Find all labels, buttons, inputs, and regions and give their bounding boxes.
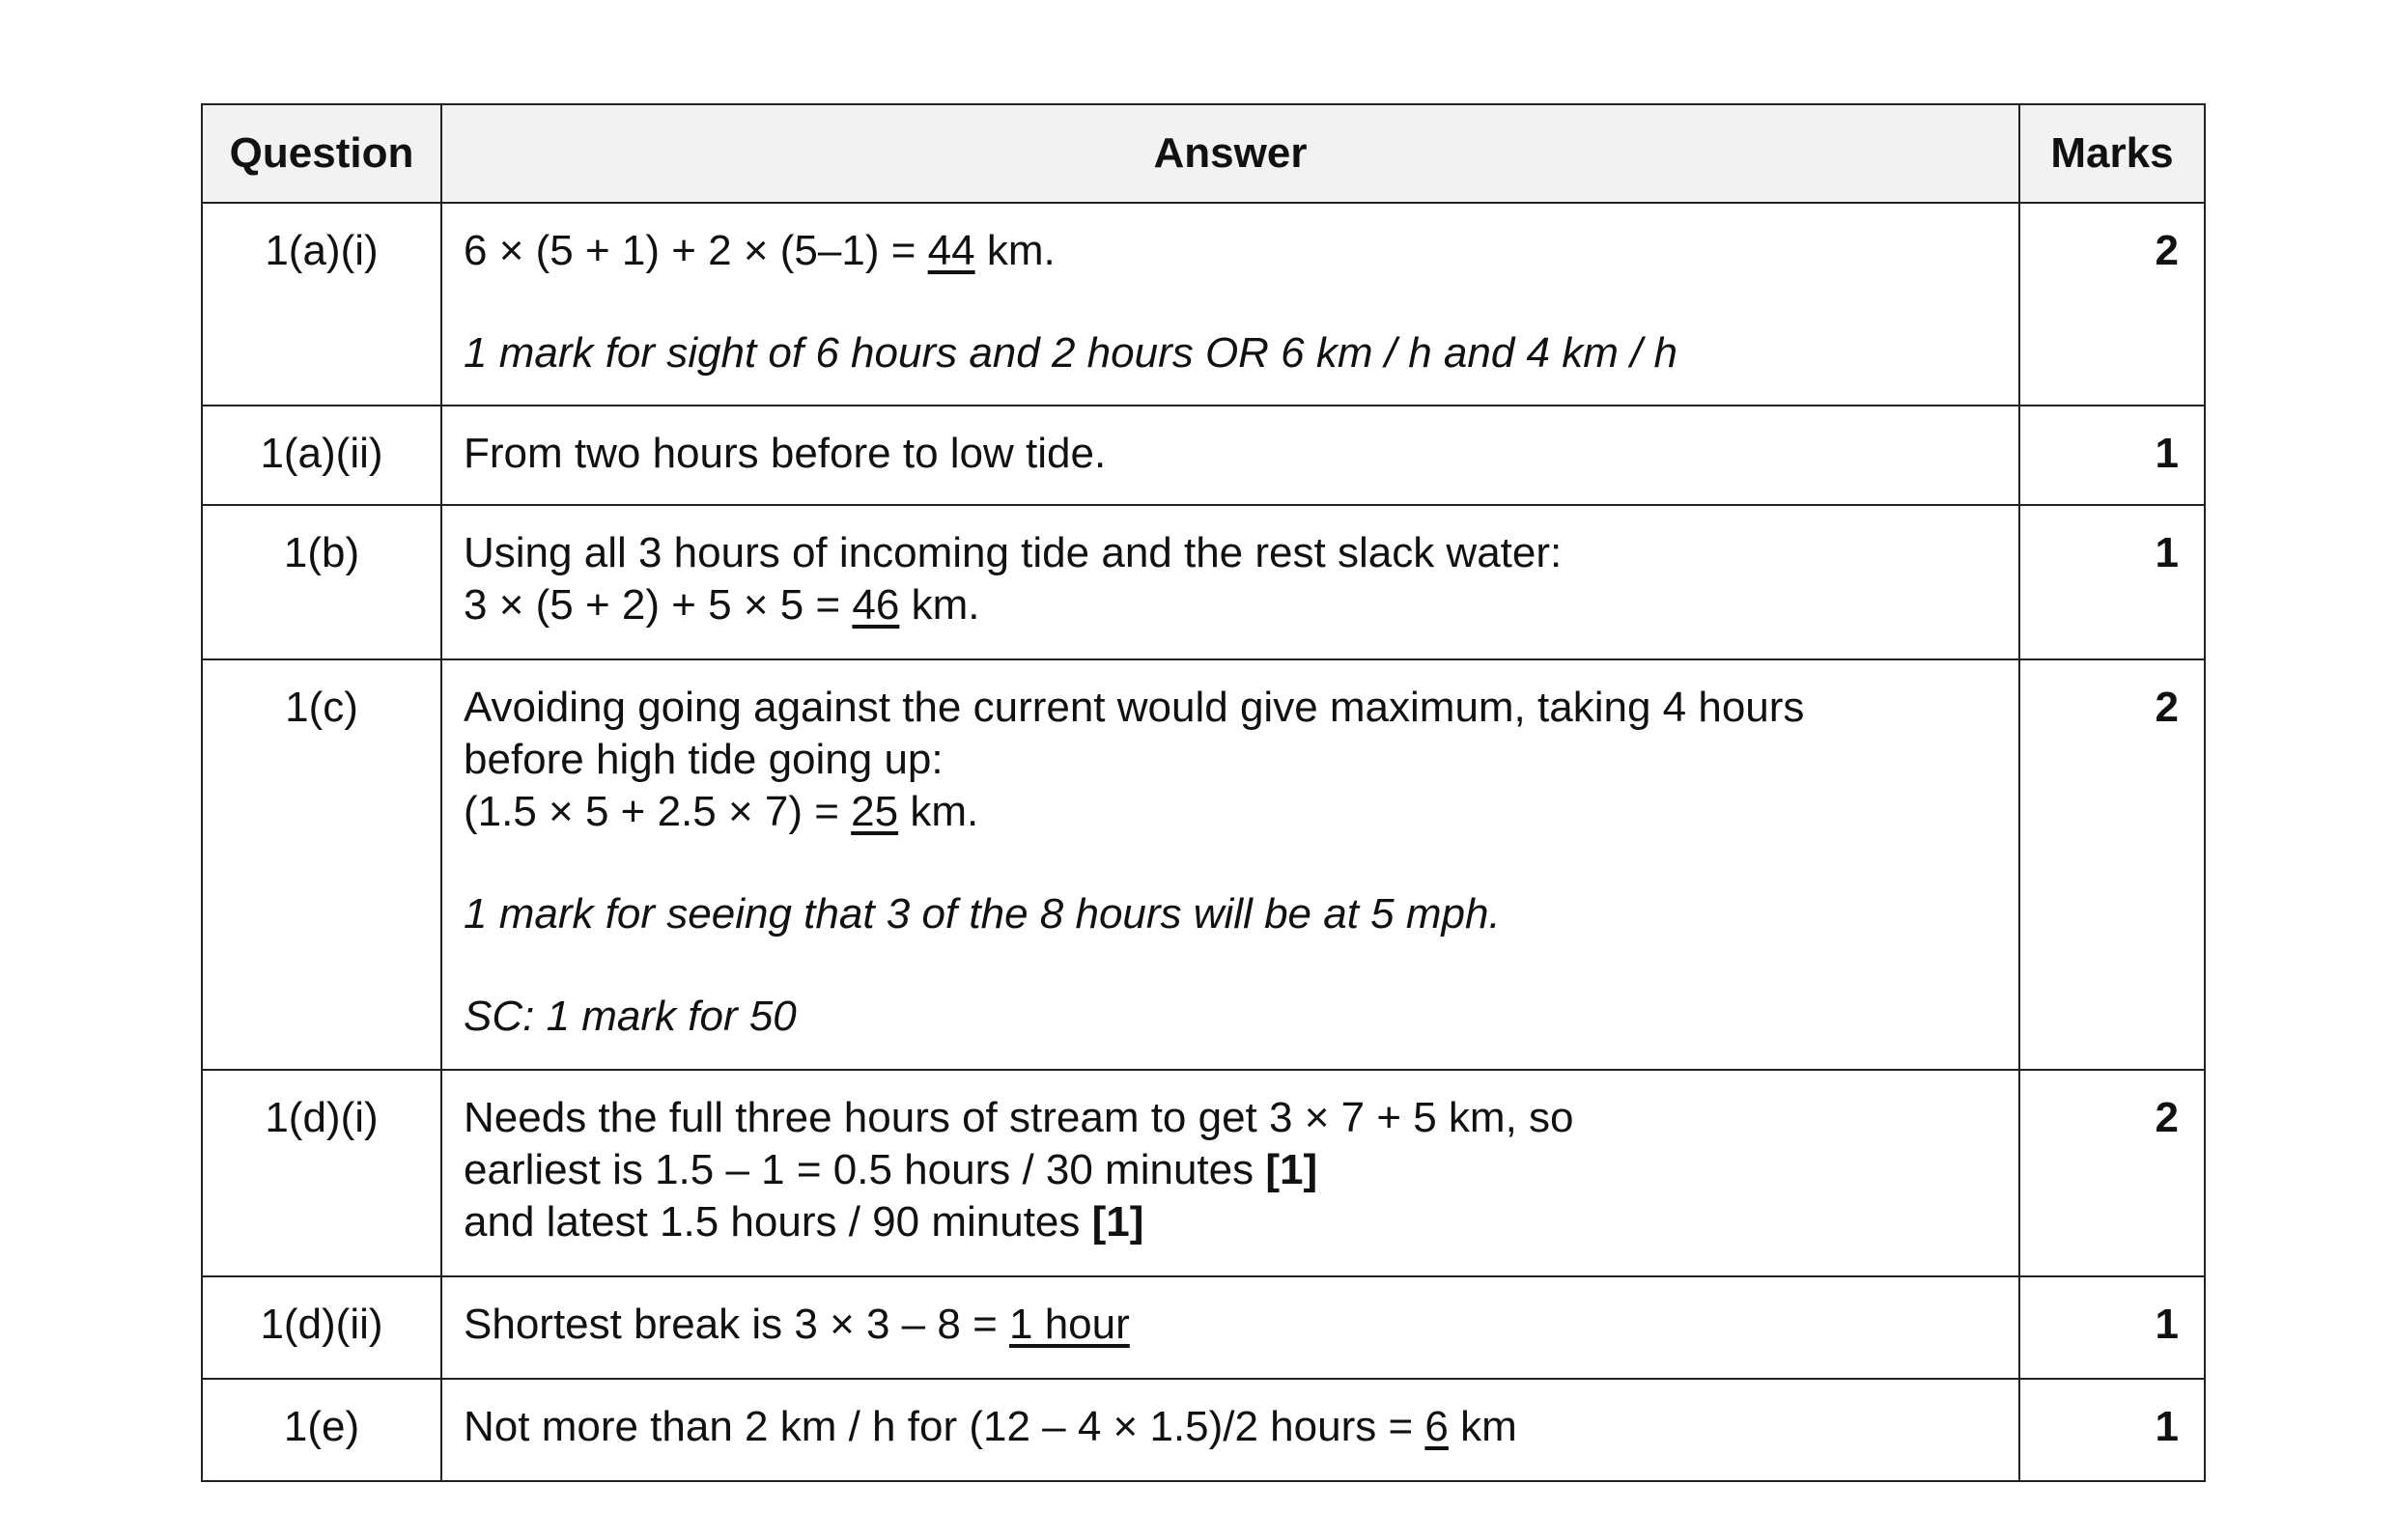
spacer: [464, 277, 1997, 327]
answer-text: km.: [898, 788, 979, 835]
answer-text: (1.5 × 5 + 2.5 × 7) =: [464, 788, 852, 835]
answer-text: km.: [899, 581, 980, 629]
answer-line: [464, 225, 1997, 277]
answer-line: [464, 1401, 1997, 1453]
marks-value: 1: [2019, 406, 2205, 505]
marks-value: 2: [2019, 203, 2205, 406]
answer-text: and latest 1.5 hours / 90 minutes: [464, 1198, 1092, 1246]
answer-cell: [441, 505, 2019, 659]
answer-text: Not more than 2 km / h for (12 – 4 × 1.5)/2 hours =: [464, 1403, 1425, 1450]
answer-cell: [441, 1276, 2019, 1379]
answer-text: km: [1448, 1403, 1517, 1450]
mark-allocation: [1]: [1091, 1198, 1144, 1246]
answer-line: [464, 1299, 1997, 1351]
question-number: 1(c): [202, 659, 441, 1070]
final-answer: 25: [851, 788, 899, 835]
question-number: 1(e): [202, 1379, 441, 1481]
final-answer: 44: [927, 227, 975, 274]
question-number: 1(d)(i): [202, 1070, 441, 1276]
final-answer: 6: [1424, 1403, 1449, 1450]
marks-value: 2: [2019, 1070, 2205, 1276]
answer-cell: [441, 1379, 2019, 1481]
answer-line: before high tide going up:: [464, 736, 944, 783]
question-number: 1(d)(ii): [202, 1276, 441, 1379]
marks-value: 1: [2019, 1276, 2205, 1379]
question-header: Question: [202, 104, 441, 203]
marks-value: 2: [2019, 659, 2205, 1070]
answer-text: km.: [974, 227, 1056, 274]
marking-note: 1 mark for seeing that 3 of the 8 hours will be at 5 mph.: [464, 890, 1501, 938]
marks-header: Marks: [2019, 104, 2205, 203]
answer-line: [464, 1144, 1997, 1196]
table-row: [202, 406, 2205, 505]
header-row: [202, 104, 2205, 203]
spacer: [464, 838, 1997, 888]
final-answer: 46: [852, 581, 900, 629]
marking-note: 1 mark for sight of 6 hours and 2 hours OR 6 km / h and 4 km / h: [464, 329, 1678, 377]
marks-value: 1: [2019, 1379, 2205, 1481]
table-row: [202, 505, 2205, 659]
final-answer: 1 hour: [1009, 1301, 1130, 1348]
table-row: [202, 1276, 2205, 1379]
answer-line: [464, 579, 1997, 631]
question-number: 1(a)(i): [202, 203, 441, 406]
answer-cell: [441, 1070, 2019, 1276]
table-row: [202, 1379, 2205, 1481]
table-row: [202, 659, 2205, 1070]
answer-line: [464, 786, 1997, 838]
answer-text: earliest is 1.5 – 1 = 0.5 hours / 30 minutes: [464, 1146, 1266, 1193]
answer-line: Needs the full three hours of stream to get 3 × 7 + 5 km, so: [464, 1094, 1574, 1141]
answer-line: Avoiding going against the current would give maximum, taking 4 hours: [464, 684, 1805, 731]
answer-line: Using all 3 hours of incoming tide and the rest slack water:: [464, 529, 1563, 576]
answer-text: 3 × (5 + 2) + 5 × 5 =: [464, 581, 853, 629]
answer-cell: [441, 406, 2019, 505]
marks-value: 1: [2019, 505, 2205, 659]
table-row: [202, 203, 2205, 406]
answer-cell: [441, 203, 2019, 406]
mark-allocation: [1]: [1265, 1146, 1318, 1193]
question-number: 1(b): [202, 505, 441, 659]
answer-text: Shortest break is 3 × 3 – 8 =: [464, 1301, 1009, 1348]
mark-scheme-table: [201, 103, 2206, 1482]
answer-line: From two hours before to low tide.: [464, 430, 1107, 477]
table-row: [202, 1070, 2205, 1276]
special-case-note: SC: 1 mark for 50: [464, 993, 797, 1040]
answer-header: Answer: [441, 104, 2019, 203]
question-number: 1(a)(ii): [202, 406, 441, 505]
answer-text: 6 × (5 + 1) + 2 × (5–1) =: [464, 227, 928, 274]
answer-cell: [441, 659, 2019, 1070]
spacer: [464, 940, 1997, 991]
answer-line: [464, 1196, 1997, 1248]
